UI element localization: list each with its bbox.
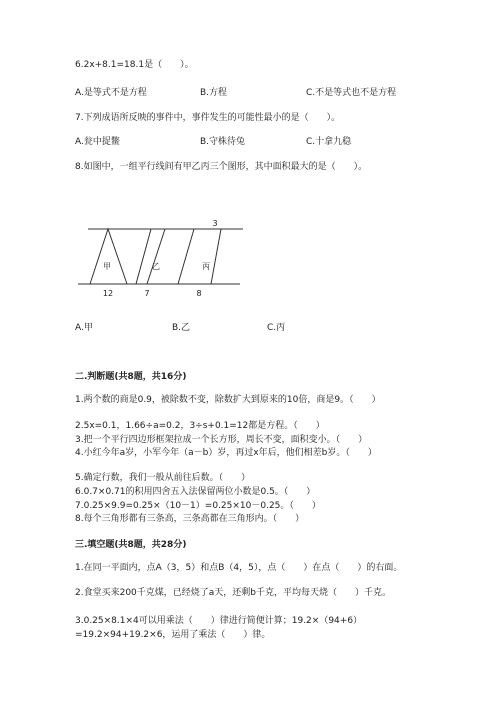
label-jia: 甲 [103,262,111,271]
measure-7: 7 [144,289,150,298]
judge-section-heading: 二.判断题(共8题，共16分) [75,372,187,382]
judge-item-5: 5.确定行数，我们一般从前往后数。（ ） [75,473,251,483]
judge-item-4: 4.小红今年a岁，小军今年（a－b）岁，再过x年后，他们相差b岁。（ ） [75,448,377,458]
triangle-jia [90,229,127,284]
label-yi: 乙 [152,262,160,271]
fill-item-2: 2.食堂买来200千克煤，已经烧了a天，还剩b千克，平均每天烧（ ）千克。 [75,588,391,598]
parallelogram-yi-right [147,229,165,284]
trapezoid-bing-right [211,229,221,284]
q6-stem: 6.2x+8.1=18.1是（ ）。 [75,60,194,70]
measure-top-3: 3 [212,219,218,228]
q7-option-b: B.守株待兔 [200,137,246,147]
q6-option-c: C.不是等式也不是方程 [306,88,397,98]
q8-option-c: C.丙 [267,323,286,333]
measure-8: 8 [196,289,202,298]
judge-item-3: 3.把一个平行四边形框架拉成一个长方形，周长不变，面积变小。（ ） [75,435,368,445]
judge-item-1: 1.两个数的商是0.9，被除数不变，除数扩大到原来的10倍，商是9。（ ） [75,395,381,405]
trapezoid-bing-left [178,229,194,284]
judge-item-6: 6.0.7×0.71的积用四舍五入法保留两位小数是0.5。（ ） [75,487,316,497]
q6-option-b: B.方程 [200,88,228,98]
q8-option-b: B.乙 [172,323,191,333]
parallelogram-yi-left [136,229,151,284]
fill-item-3: 3.0.25×8.1×4可以用乘法（ ）律进行简便计算；19.2×（94+6）=19.2×94+19.2×6，运用了乘法（ ）律。 [75,616,363,640]
judge-item-7: 7.0.25×9.9=0.25×（10－1）=0.25×10－0.25。（ ） [75,501,321,511]
q6-option-a: A.是等式不是方程 [75,88,147,98]
q7-option-a: A.瓮中捉鳖 [75,137,120,147]
measure-12: 12 [102,289,114,298]
q7-option-c: C.十拿九稳 [306,137,352,147]
q8-option-a: A.甲 [75,323,93,333]
fill-section-heading: 三.填空题(共8题，共28分) [75,540,187,550]
judge-item-2: 2.5x=0.1，1.66÷a=0.2，3÷s+0.1=12都是方程。（ ） [75,421,325,431]
fill-item-1: 1.在同一平面内，点A（3，5）和点B（4，5），点（ ）在点（ ）的右面。 [75,563,403,573]
label-bing: 丙 [202,262,210,271]
judge-item-8: 8.每个三角形都有三条高，三条高都在三角形内。（ ） [75,514,305,524]
q8-stem: 8.如图中，一组平行线间有甲乙丙三个图形，其中面积最大的是（ ）。 [75,162,368,172]
q7-stem: 7.下列成语所反映的事件中，事件发生的可能性最小的是（ ）。 [75,113,341,123]
